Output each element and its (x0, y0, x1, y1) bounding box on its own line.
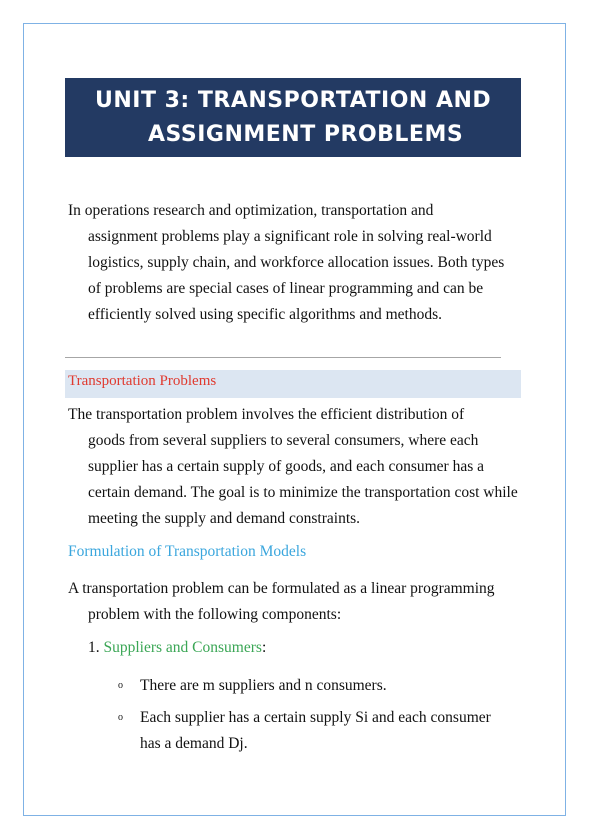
bullet-marker-icon: o (118, 712, 123, 723)
bullet-text: There are m suppliers and n consumers. (140, 677, 387, 694)
formulation-paragraph (68, 576, 520, 628)
list-item-label: Suppliers and Consumers (103, 639, 262, 656)
section-heading: Transportation Problems (68, 373, 217, 389)
transport-first-line: The transportation problem involves the efficient distribution of (68, 406, 465, 423)
intro-rest: assignment problems play a significant role in solving real-world logistics, supply chain, and workforce allocation issues. Both types of problems are special cases of linear programming and can be efficiently solved using specific algorithms and methods. (88, 228, 505, 323)
formulation-rest: problem with the following components: (88, 606, 342, 623)
section-band (65, 370, 521, 398)
intro-first-line: In operations research and optimization, transportation and (68, 202, 434, 219)
divider (65, 357, 501, 358)
list-item-suffix: : (261, 639, 267, 656)
bullet-marker-icon: o (118, 680, 123, 691)
title-banner (65, 78, 521, 157)
numbered-list-item (88, 639, 266, 657)
title-line-1: UNIT 3: TRANSPORTATION AND (95, 88, 492, 113)
subheading: Formulation of Transportation Models (68, 543, 307, 560)
intro-paragraph (68, 198, 520, 328)
transport-paragraph (68, 402, 520, 532)
formulation-first-line: A transportation problem can be formulated as a linear programming (68, 580, 495, 597)
transport-rest: goods from several suppliers to several consumers, where each supplier has a certain supply of goods, and each consumer has a certain demand. The goal is to minimize the transportation cost while meeting the supply and demand constraints. (88, 432, 518, 527)
bullet-text: Each supplier has a certain supply Si and each consumer has a demand Dj. (140, 709, 491, 752)
title-line-2: ASSIGNMENT PROBLEMS (148, 122, 464, 147)
list-number: 1. (88, 639, 100, 656)
